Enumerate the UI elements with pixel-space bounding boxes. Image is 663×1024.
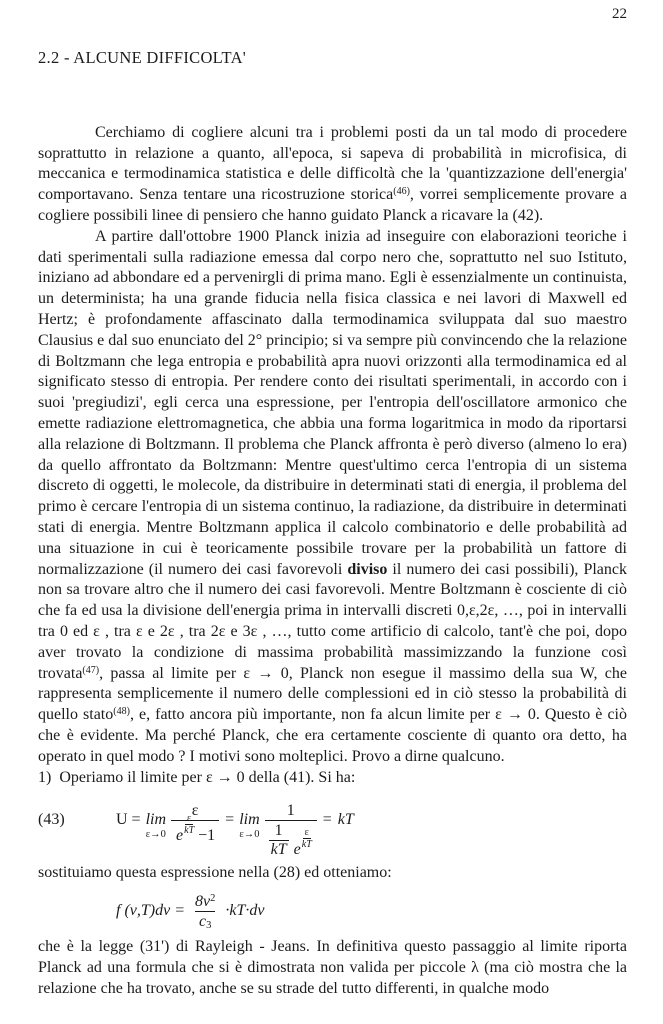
minus-one: −1 xyxy=(198,827,216,845)
lim-subscript: ε→0 xyxy=(145,829,166,841)
paragraph-main: A partire dall'ottobre 1900 Planck inizia ad inseguire con elaborazioni teoriche i dati sperimentali sulla radiazione emessa dal corpo nero che, soprattutto nel suo Istituto, iniziano ad abbondare ed a pervenirgli di prima mano. Egli è essenzialmente un continuista, un determinista; ha una grande fiducia nella fisica classica e nei lavori di Maxwell ed Hertz; è profondamente affascinato dalla termodinamica sviluppata dal suo maestro Clausius e dal suo enunciato del 2° principio; si va sempre più convincendo che la relazione di Boltzmann che lega entropia e probabilità apra nuovi orizzonti alla termodinamica ed al significato stesso di entropia. Per rendere conto dei risultati sperimentali, in accordo con i suoi 'pregiudizi', egli cerca una espressione, per l'entropia dell'oscillatore armonico che emette radiazione elettromagnetica, che abbia una forma logaritmica in modo da riportarsi alla relazione di Boltzmann. Il problema che Planck affronta è però diverso (almeno lo era) da quello affrontato da Boltzmann: Mentre quest'ultimo cerca l'entropia di un sistema discreto di oggetti, le molecole, da distribuire in determinati stati di energia, il problema del primo è cercare l'entropia di un sistema continuo, la radiazione, da distribuire in determinati stati di energia. Mentre Boltzmann applica il calcolo combinatorio e delle probabilità ad una situazione in cui è teoricamente possibile trovare per la probabilità un fattore di normalizzazione (il numero dei casi favorevoli diviso il numero dei casi possibili), Planck non sa trovare altro che il numero dei casi favorevoli. Mentre Boltzmann è cosciente di ciò che fa ed usa la divisione dell'energia prima in intervalli discreti 0,ε,2ε, …, poi in intervalli tra 0 ed ε , tra ε e 2ε , tra 2ε e 3ε , …, tutto come artificio di calcolo, tant'è che poi, dopo aver trovato la condizione di massima probabilità massimizzando la funzione così trovata$^{(47)}$, passa al limite per ε → 0, Planck non esegue il massimo della sua W, che rappresenta semplicemente il numero delle complessioni ed in ciò stesso la probabilità di quello stato$^{(48)}$, e, fatto ancora più importante, non fa alcun limite per ε → 0. Questo è ciò che è evidente. Ma perché Planck, che era certamente cosciente di quanto ora detto, ha operato in quel modo ? I motivi sono molteplici. Provo a dirne qualcuno. xyxy=(38,227,628,765)
eq43-lhs: U = xyxy=(116,811,141,829)
euler-e: e xyxy=(176,827,184,845)
equation-number: (43) xyxy=(38,811,65,829)
fraction-numerator xyxy=(191,893,219,911)
paragraph-substitute: sostituiamo questa espressione nella (28) ed otteniamo: xyxy=(38,864,392,882)
section-heading: 2.2 - ALCUNE DIFFICOLTA' xyxy=(38,48,247,67)
eq43-result: kT xyxy=(337,811,354,829)
fraction-denominator xyxy=(171,813,219,845)
numerator-base: 8ν xyxy=(195,893,211,911)
eqf-lhs: f (ν,T)dν = xyxy=(116,902,185,920)
lim-word: lim xyxy=(239,811,260,829)
exponent-numerator: ε xyxy=(304,827,309,839)
equation-43 xyxy=(38,802,627,859)
numerator-exponent: 2 xyxy=(210,893,216,905)
limit-operator xyxy=(146,802,166,840)
exponent-numerator: ε xyxy=(187,813,192,825)
list-item-1: 1) Operiamo il limite per ε → 0 della (41). Si ha: xyxy=(38,768,356,786)
equals-sign: = xyxy=(322,811,332,829)
exponent-fraction xyxy=(184,813,194,836)
fraction-denominator xyxy=(265,820,317,859)
exponent-denominator: kT xyxy=(184,825,195,837)
equation-rayleigh-jeans xyxy=(38,893,627,931)
equation-indent xyxy=(38,893,113,902)
lim-word: lim xyxy=(145,811,167,829)
fraction-one xyxy=(265,802,317,859)
exponent-denominator: kT xyxy=(301,839,312,851)
eqf-tail: ·kT·dν xyxy=(225,902,265,920)
inner-denominator: kT xyxy=(270,841,287,859)
exponent-fraction xyxy=(302,827,312,850)
inner-fraction xyxy=(269,822,289,859)
inner-numerator: 1 xyxy=(274,822,283,840)
denominator-base: c xyxy=(199,913,207,931)
fraction-rj xyxy=(191,893,219,931)
fraction-numerator: 1 xyxy=(286,802,295,820)
equals-sign: = xyxy=(225,811,235,829)
euler-e: e xyxy=(293,841,301,859)
paragraph-closing: che è la legge (31') di Rayleigh - Jeans. In definitiva questo passaggio al limite riporta Planck ad una formula che si è dimostrata non valida per piccole λ (ma ciò mostra che la relazione che ha trovato, anche se su strade del tutto differenti, in qualche modo xyxy=(38,938,627,997)
page-number: 22 xyxy=(612,6,627,22)
paragraph-intro: Cerchiamo di cogliere alcuni tra i problemi posti da un tal modo di procedere soprattutto in relazione a quanto, all'epoca, si sapeva di probabilità in microfisica, di meccanica e termodinamica statistica e delle difficoltà che la 'quantizzazione dell'energia' comportavano. Senza tentare una ricostruzione storica$^{(46)}$, vorrei semplicemente provare a cogliere possibili linee di pensiero che hanno guidato Planck a ricavare la (42). xyxy=(38,123,627,224)
fraction-denominator: c 3 xyxy=(195,911,215,931)
limit-operator xyxy=(239,802,259,840)
lim-subscript: ε→0 xyxy=(239,829,260,841)
fraction-epsilon xyxy=(171,802,219,845)
fraction-numerator: ε xyxy=(191,802,199,820)
